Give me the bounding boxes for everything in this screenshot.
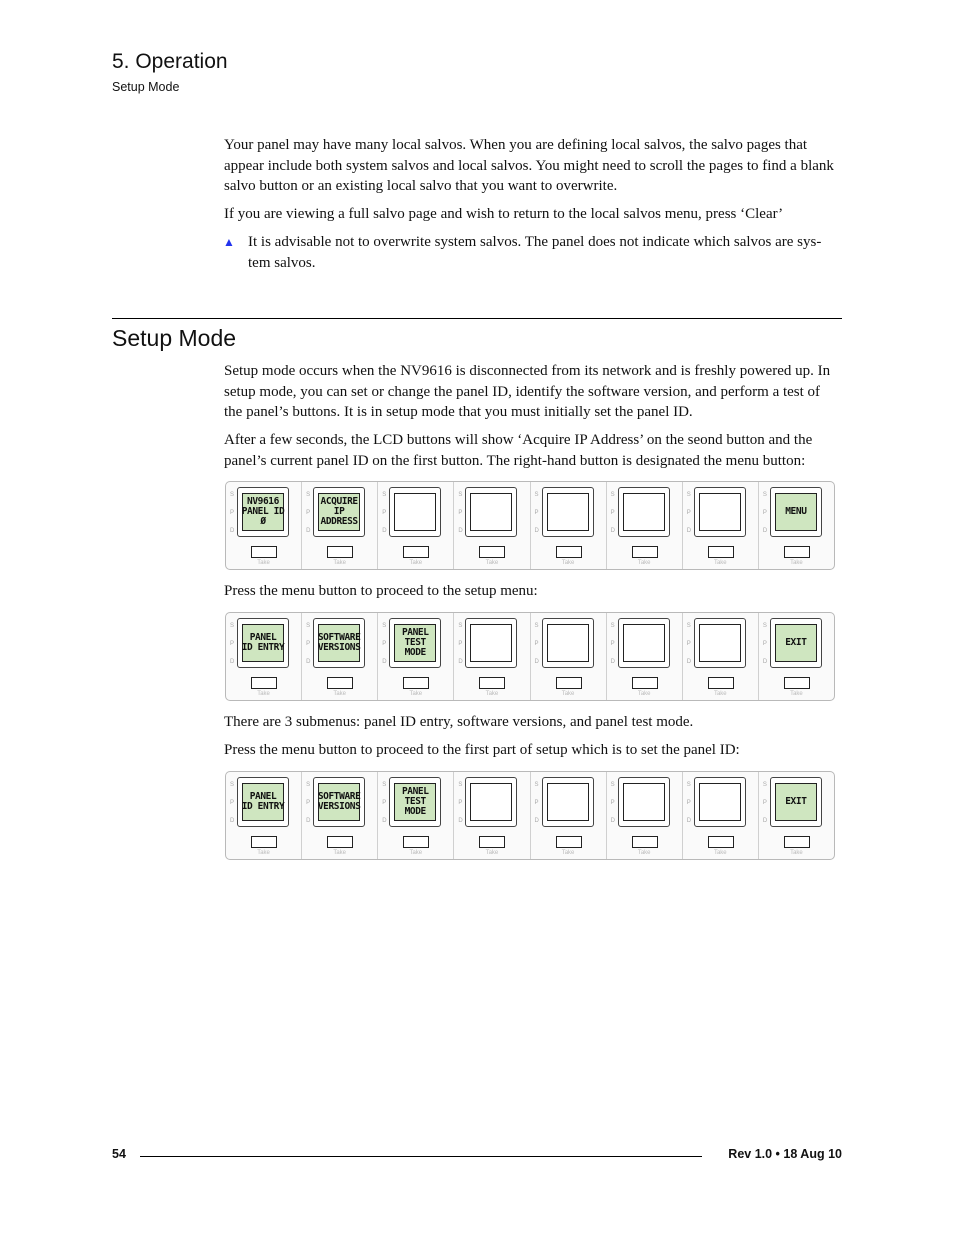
panel-button-cell [607, 613, 683, 700]
take-button [251, 677, 277, 689]
take-button [251, 546, 277, 558]
indicator-label-d: D [306, 528, 311, 534]
take-label: Take [485, 560, 499, 566]
take-label: Take [561, 850, 575, 856]
indicator-label-d: D [610, 818, 615, 824]
indicator-label-p: P [686, 641, 691, 647]
indicator-label-p: P [762, 800, 767, 806]
indicator-label-p: P [458, 641, 463, 647]
indicator-label-p: P [306, 800, 311, 806]
indicator-label-d: D [534, 528, 539, 534]
panel-button-cell [302, 482, 378, 569]
panel-button-cell [302, 613, 378, 700]
take-label: Take [409, 850, 423, 856]
lcd-button [389, 618, 441, 668]
panel-button-cell [226, 482, 302, 569]
paragraph-clear-instruction: If you are viewing a full salvo page and wish to return to the local salvos menu, press ‘Clear’ [224, 206, 784, 222]
lcd-label: MENU [785, 506, 807, 517]
lcd-button [313, 618, 365, 668]
lcd-button [465, 618, 517, 668]
lcd-button [618, 777, 670, 827]
indicator-label-p: P [762, 641, 767, 647]
indicator-label-d: D [534, 818, 539, 824]
panel-button-cell [683, 482, 759, 569]
indicator-label-p: P [686, 510, 691, 516]
indicator-label-d: D [610, 528, 615, 534]
take-label: Take [257, 560, 270, 566]
panel-button-cell [607, 482, 683, 569]
take-button [327, 546, 353, 558]
lcd-display [699, 624, 741, 662]
lcd-button [770, 487, 822, 537]
lcd-button [542, 487, 594, 537]
lcd-button [237, 777, 289, 827]
indicator-label-d: D [306, 818, 311, 824]
lcd-label: PANEL TEST MODE [401, 786, 429, 817]
take-button [784, 677, 810, 689]
indicator-label-s: S [534, 782, 539, 788]
take-button [556, 836, 582, 848]
lcd-display [623, 493, 665, 531]
take-button [403, 836, 429, 848]
take-button [479, 677, 505, 689]
indicator-label-s: S [610, 492, 615, 498]
indicator-label-s: S [230, 623, 235, 629]
take-label: Take [257, 691, 270, 697]
panel-button-cell [607, 772, 683, 859]
lcd-display [775, 783, 817, 821]
paragraph-local-salvos: Your panel may have many local salvos. When you are defining local salvos, the salvo pages that appear include both system salvos and local salvos. You might need to scroll the pages to find a blank salvo button or an existing local salvo that you want to overwrite. [224, 137, 834, 194]
indicator-label-p: P [686, 800, 691, 806]
lcd-button [389, 777, 441, 827]
indicator-label-p: P [762, 510, 767, 516]
lcd-display [394, 493, 436, 531]
indicator-label-s: S [458, 623, 463, 629]
lcd-label: PANEL ID ENTRY [241, 632, 285, 653]
take-label: Take [713, 560, 727, 566]
indicator-label-p: P [230, 510, 235, 516]
lcd-display [775, 493, 817, 531]
take-label: Take [637, 691, 651, 697]
panel-button-cell [378, 613, 454, 700]
indicator-label-s: S [458, 782, 463, 788]
lcd-label: PANEL ID ENTRY [241, 791, 285, 812]
lcd-display [547, 783, 589, 821]
indicator-label-p: P [610, 510, 615, 516]
chapter-title: 5. Operation [112, 50, 228, 73]
lcd-label: ACQUIRE IP ADDRESS [320, 496, 358, 527]
indicator-label-p: P [534, 641, 539, 647]
indicator-label-p: P [382, 800, 387, 806]
lcd-button [313, 777, 365, 827]
indicator-label-p: P [534, 800, 539, 806]
take-label: Take [790, 850, 803, 856]
take-button [708, 836, 734, 848]
lcd-display [242, 783, 284, 821]
lcd-button [694, 618, 746, 668]
lcd-label: PANEL TEST MODE [401, 627, 429, 658]
paragraph-panel-id: Press the menu button to proceed to the first part of setup which is to set the panel ID: [224, 742, 740, 758]
indicator-label-s: S [610, 782, 615, 788]
button-panel-figure [225, 481, 835, 570]
take-button [403, 546, 429, 558]
take-button [632, 677, 658, 689]
lcd-display [623, 783, 665, 821]
panel-button-cell [531, 772, 607, 859]
lcd-button [542, 618, 594, 668]
indicator-label-d: D [686, 659, 692, 665]
take-button [708, 546, 734, 558]
indicator-label-p: P [306, 510, 311, 516]
take-button [479, 546, 505, 558]
take-label: Take [713, 850, 727, 856]
indicator-label-d: D [230, 659, 235, 665]
lcd-display [318, 783, 360, 821]
indicator-label-s: S [306, 623, 311, 629]
lcd-button [313, 487, 365, 537]
lcd-display [394, 783, 436, 821]
take-label: Take [713, 691, 727, 697]
indicator-label-d: D [762, 659, 768, 665]
lcd-display [470, 624, 512, 662]
lcd-button [770, 618, 822, 668]
indicator-label-s: S [306, 782, 311, 788]
take-label: Take [561, 691, 575, 697]
indicator-label-s: S [534, 623, 539, 629]
lcd-button [237, 618, 289, 668]
section-breadcrumb: Setup Mode [112, 80, 180, 94]
take-button [251, 836, 277, 848]
take-button [632, 836, 658, 848]
lcd-display [242, 493, 284, 531]
section-heading: Setup Mode [112, 325, 237, 351]
indicator-label-d: D [762, 528, 768, 534]
take-button [784, 836, 810, 848]
indicator-label-s: S [534, 492, 539, 498]
take-label: Take [790, 560, 803, 566]
take-label: Take [485, 691, 499, 697]
take-button [632, 546, 658, 558]
indicator-label-s: S [686, 782, 691, 788]
indicator-label-d: D [458, 659, 463, 665]
page-number: 54 [112, 1147, 126, 1161]
lcd-button [465, 487, 517, 537]
lcd-button [694, 777, 746, 827]
lcd-display [394, 624, 436, 662]
indicator-label-d: D [382, 659, 387, 665]
indicator-label-s: S [230, 492, 235, 498]
lcd-label: NV9616 PANEL ID Ø [241, 496, 285, 527]
take-label: Take [485, 850, 499, 856]
take-label: Take [333, 850, 347, 856]
indicator-label-d: D [230, 818, 235, 824]
lcd-label: SOFTWARE VERSIONS [317, 791, 361, 812]
revision-label: Rev 1.0 • 18 Aug 10 [728, 1147, 842, 1161]
lcd-label: EXIT [785, 796, 807, 807]
indicator-label-d: D [686, 818, 692, 824]
indicator-label-s: S [686, 623, 691, 629]
lcd-button [770, 777, 822, 827]
take-button [479, 836, 505, 848]
indicator-label-d: D [306, 659, 311, 665]
panel-button-cell [683, 772, 759, 859]
indicator-label-p: P [306, 641, 311, 647]
take-label: Take [790, 691, 803, 697]
panel-button-cell [378, 482, 454, 569]
take-button [556, 677, 582, 689]
indicator-label-d: D [458, 528, 463, 534]
warning-triangle-icon: ▲ [223, 235, 235, 249]
paragraph-submenus: There are 3 submenus: panel ID entry, software versions, and panel test mode. [224, 714, 694, 730]
panel-button-cell [378, 772, 454, 859]
lcd-button [237, 487, 289, 537]
take-button [327, 677, 353, 689]
panel-button-cell [683, 613, 759, 700]
indicator-label-d: D [382, 818, 387, 824]
indicator-label-p: P [382, 510, 387, 516]
indicator-label-s: S [610, 623, 615, 629]
indicator-label-s: S [382, 623, 387, 629]
take-label: Take [637, 560, 651, 566]
indicator-label-s: S [306, 492, 311, 498]
indicator-label-p: P [534, 510, 539, 516]
paragraph-press-menu: Press the menu button to proceed to the setup menu: [224, 583, 538, 599]
section-divider [112, 318, 842, 319]
indicator-label-s: S [382, 782, 387, 788]
take-button [708, 677, 734, 689]
take-label: Take [561, 560, 575, 566]
lcd-label: EXIT [785, 637, 807, 648]
panel-button-cell [454, 482, 530, 569]
button-panel-figure [225, 612, 835, 701]
lcd-display [318, 493, 360, 531]
lcd-display [623, 624, 665, 662]
indicator-label-d: D [610, 659, 615, 665]
panel-button-cell [454, 613, 530, 700]
take-label: Take [333, 691, 347, 697]
indicator-label-p: P [230, 800, 235, 806]
lcd-display [470, 493, 512, 531]
panel-button-cell [531, 482, 607, 569]
panel-button-cell [226, 613, 302, 700]
paragraph-setup-intro: Setup mode occurs when the NV9616 is disconnected from its network and is freshly powered up. In setup mode, you can set or change the panel ID, identify the software version, and perform a test of the panel’s buttons. It is in setup mode that you must initially set the panel ID. [224, 363, 831, 420]
panel-button-cell [759, 772, 834, 859]
indicator-label-s: S [458, 492, 463, 498]
take-button [327, 836, 353, 848]
lcd-display [547, 624, 589, 662]
take-button [403, 677, 429, 689]
indicator-label-s: S [762, 782, 767, 788]
lcd-label: SOFTWARE VERSIONS [317, 632, 361, 653]
lcd-display [699, 493, 741, 531]
indicator-label-s: S [230, 782, 235, 788]
lcd-button [694, 487, 746, 537]
indicator-label-p: P [458, 800, 463, 806]
lcd-button [542, 777, 594, 827]
indicator-label-p: P [610, 641, 615, 647]
panel-button-cell [302, 772, 378, 859]
lcd-display [699, 783, 741, 821]
take-label: Take [409, 560, 423, 566]
take-label: Take [409, 691, 423, 697]
take-label: Take [637, 850, 651, 856]
lcd-display [775, 624, 817, 662]
lcd-button [389, 487, 441, 537]
indicator-label-d: D [686, 528, 692, 534]
take-button [556, 546, 582, 558]
indicator-label-s: S [762, 492, 767, 498]
lcd-display [470, 783, 512, 821]
paragraph-acquire-ip: After a few seconds, the LCD buttons will show ‘Acquire IP Address’ on the seond button and the panel’s current panel ID on the first button. The right-hand button is designated the menu button: [224, 432, 813, 469]
panel-button-cell [454, 772, 530, 859]
lcd-button [618, 487, 670, 537]
take-label: Take [257, 850, 270, 856]
button-panel-figure [225, 771, 835, 860]
indicator-label-d: D [230, 528, 235, 534]
indicator-label-s: S [762, 623, 767, 629]
panel-button-cell [531, 613, 607, 700]
lcd-display [547, 493, 589, 531]
panel-button-cell [226, 772, 302, 859]
warning-note: It is advisable not to overwrite system salvos. The panel does not indicate which salvos are sys-tem salvos. [248, 234, 822, 271]
lcd-button [618, 618, 670, 668]
panel-button-cell [759, 613, 834, 700]
indicator-label-p: P [610, 800, 615, 806]
indicator-label-d: D [458, 818, 463, 824]
indicator-label-p: P [230, 641, 235, 647]
indicator-label-d: D [534, 659, 539, 665]
indicator-label-d: D [762, 818, 768, 824]
panel-button-cell [759, 482, 834, 569]
footer-divider [140, 1156, 702, 1157]
indicator-label-d: D [382, 528, 387, 534]
take-button [784, 546, 810, 558]
indicator-label-p: P [382, 641, 387, 647]
take-label: Take [333, 560, 347, 566]
indicator-label-p: P [458, 510, 463, 516]
lcd-display [242, 624, 284, 662]
lcd-button [465, 777, 517, 827]
indicator-label-s: S [382, 492, 387, 498]
indicator-label-s: S [686, 492, 691, 498]
lcd-display [318, 624, 360, 662]
